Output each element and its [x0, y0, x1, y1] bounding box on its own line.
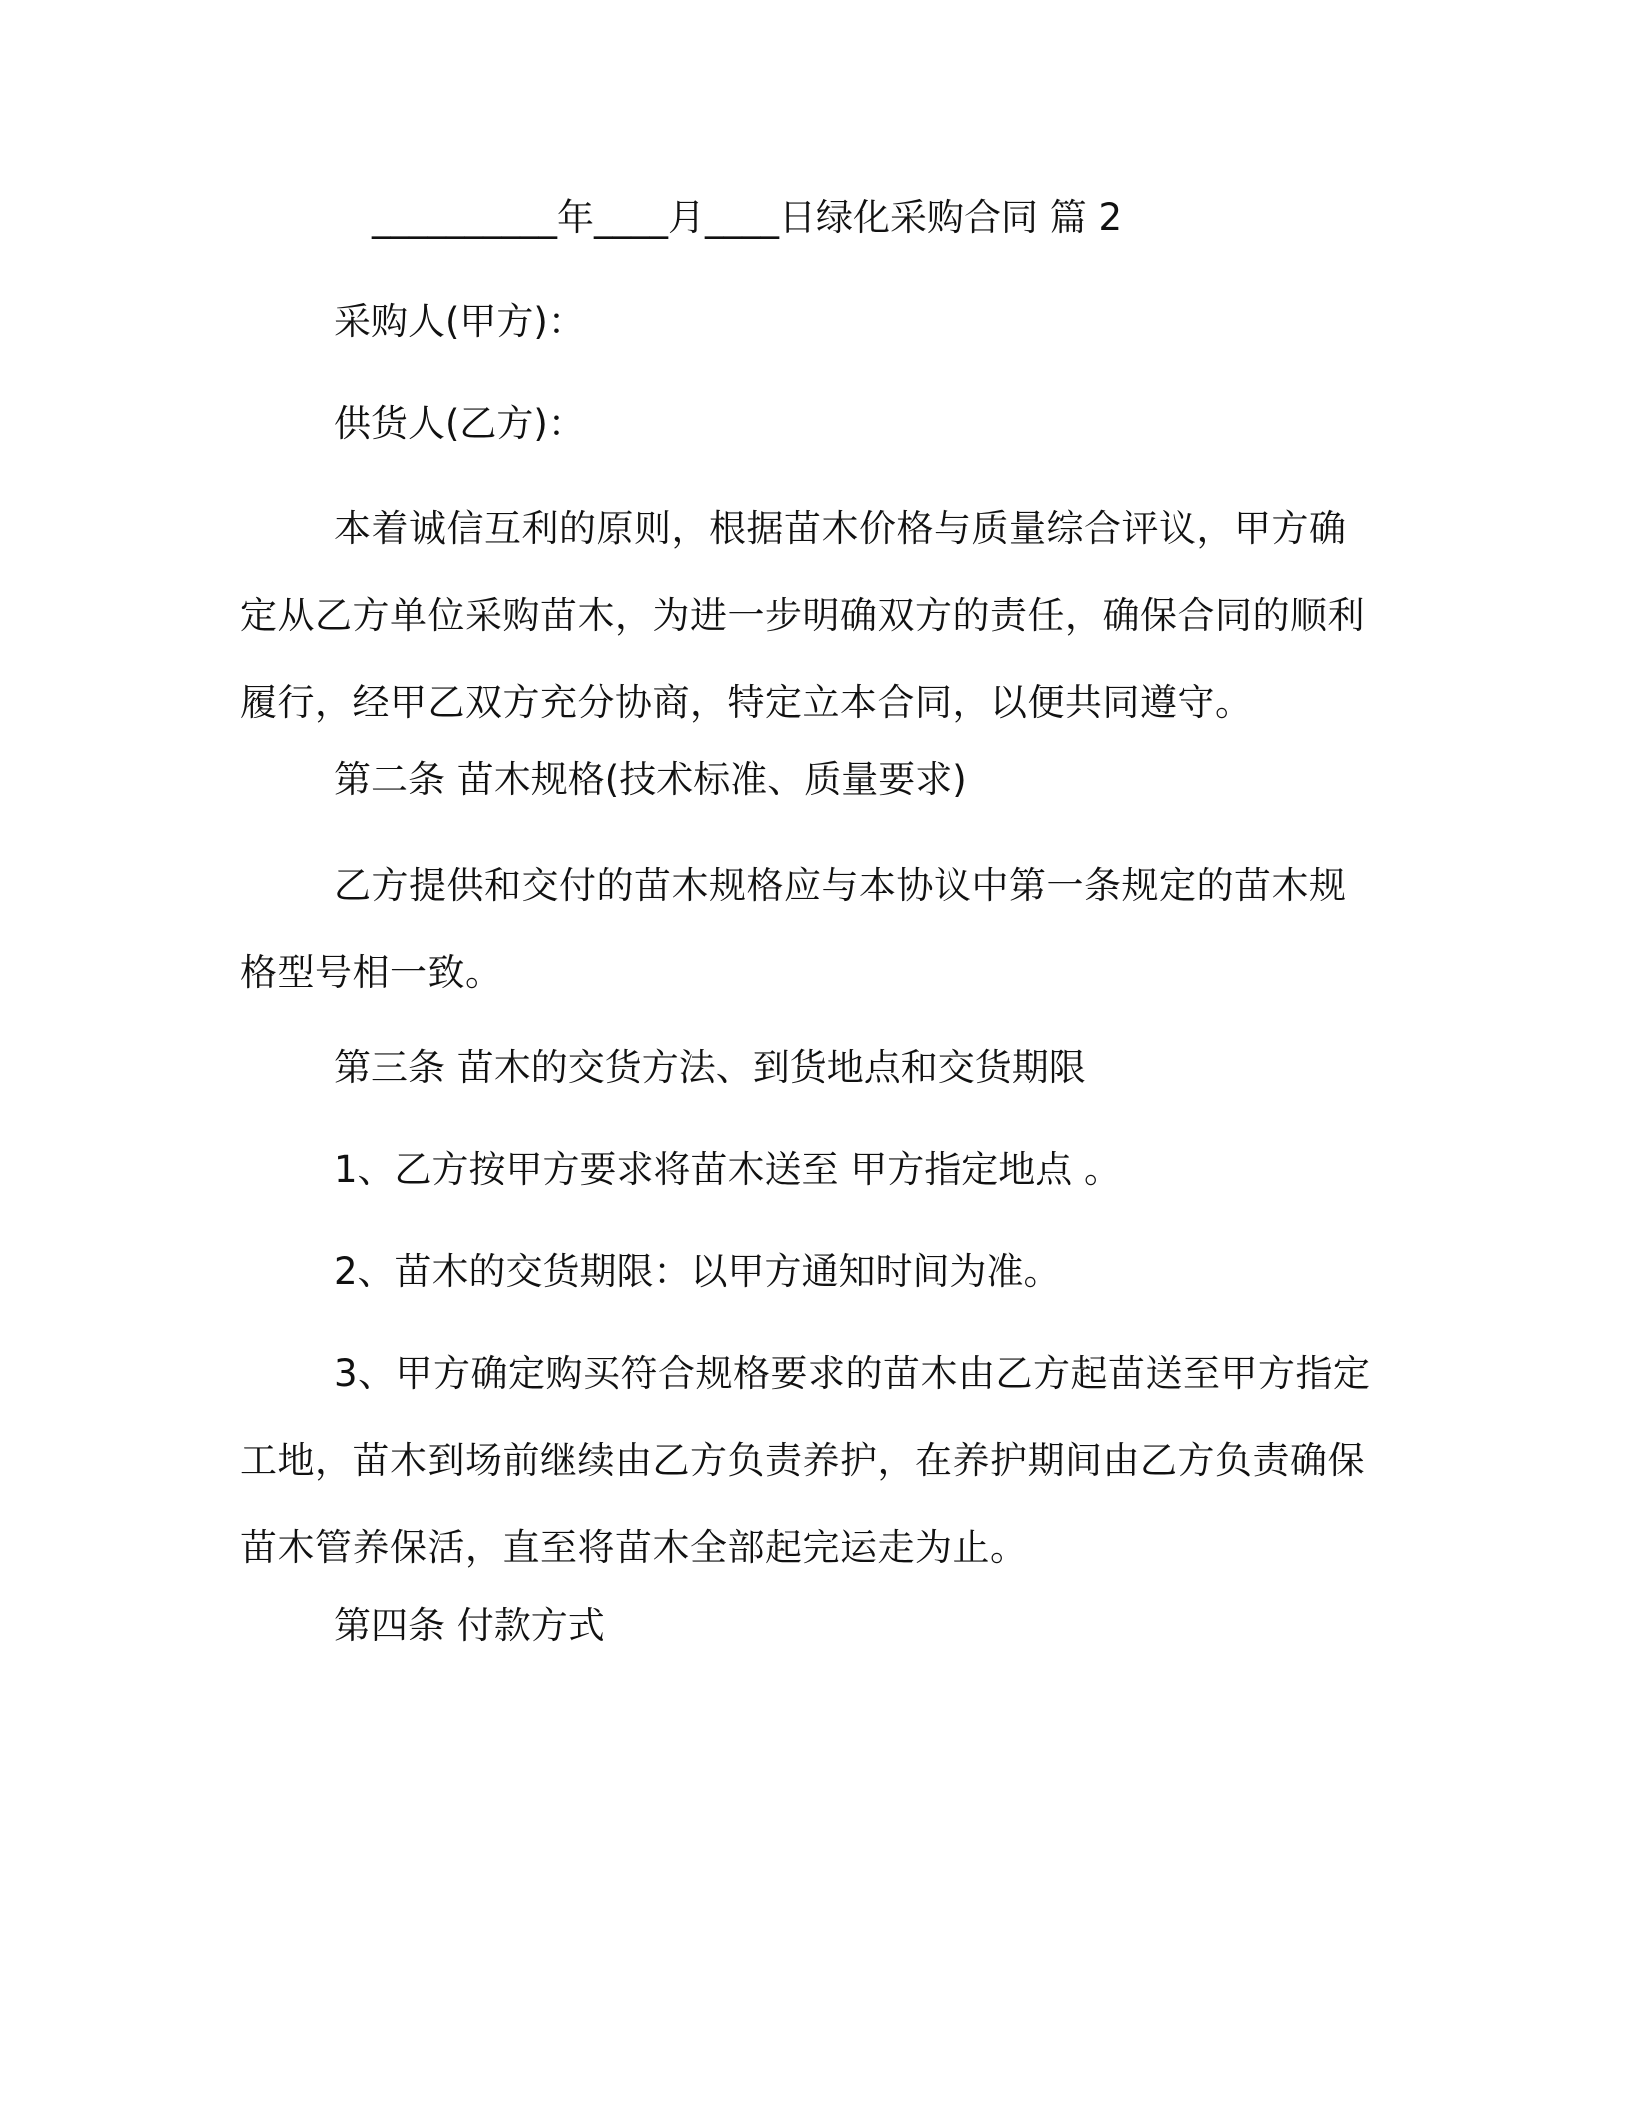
article-2-heading: 第二条 苗木规格(技术标准、质量要求)	[334, 758, 967, 801]
supplier-label: 供货人(乙方)：	[334, 402, 585, 445]
contract-title: __________年____月____日绿化采购合同 篇 2	[372, 196, 1123, 239]
article-3-item-1: 1、乙方按甲方要求将苗木送至 甲方指定地点 。	[334, 1148, 1122, 1191]
buyer-label: 采购人(甲方)：	[334, 300, 585, 343]
intro-paragraph: 本着诚信互利的原则，根据苗木价格与质量综合评议，甲方确定从乙方单位采购苗木，为进一步明确双方的责任，确保合同的顺利履行，经甲乙双方充分协商，特定立本合同，以便共同遵守。	[240, 507, 1365, 724]
article-3-heading: 第三条 苗木的交货方法、到货地点和交货期限	[334, 1046, 1086, 1089]
article-4-heading: 第四条 付款方式	[334, 1604, 605, 1647]
article-2-body: 乙方提供和交付的苗木规格应与本协议中第一条规定的苗木规格型号相一致。	[240, 864, 1347, 994]
article-3-item-2: 2、苗木的交货期限：以甲方通知时间为准。	[334, 1250, 1061, 1293]
article-3-item-3: 3、甲方确定购买符合规格要求的苗木由乙方起苗送至甲方指定工地，苗木到场前继续由乙方负责养护，在养护期间由乙方负责确保苗木管养保活，直至将苗木全部起完运走为止。	[240, 1352, 1371, 1569]
